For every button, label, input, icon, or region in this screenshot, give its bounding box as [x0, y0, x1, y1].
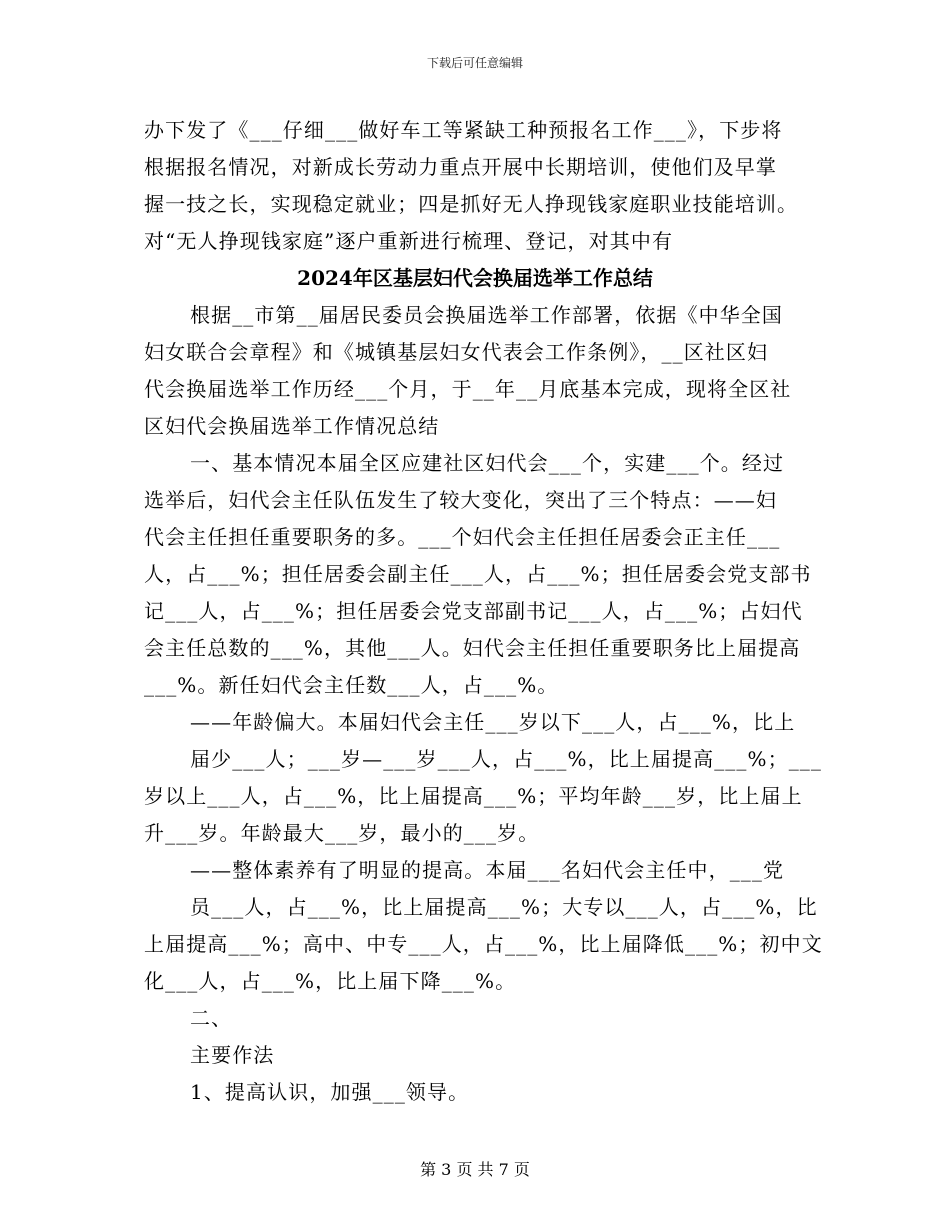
text-line: 主要作法: [190, 1043, 275, 1067]
text-line: 一、基本情况本届全区应建社区妇代会___个，实建___个。经过: [190, 451, 785, 475]
text-line: 升___岁。年龄最大___岁，最小的___岁。: [144, 821, 540, 845]
text-line: ___%。新任妇代会主任数___人，占___%。: [144, 673, 559, 697]
text-line: 根据报名情况，对新成长劳动力重点开展中长期培训，使他们及早掌: [144, 155, 777, 179]
text-line: 会主任总数的___%，其他___人。妇代会主任担任重要职务比上届提高: [144, 636, 801, 660]
text-line: 员___人，占___%，比上届提高___%；大专以___人，占___%，比: [190, 895, 818, 919]
text-line: 对“无人挣现钱家庭”逐户重新进行梳理、登记，对其中有: [144, 229, 674, 253]
text-line: 握一技之长，实现稳定就业；四是抓好无人挣现钱家庭职业技能培训。: [144, 192, 799, 216]
text-line: 1、提高认识，加强___领导。: [190, 1080, 470, 1104]
page-header: 下载后可任意编辑: [426, 56, 523, 70]
text-line: ——年龄偏大。本届妇代会主任___岁以下___人，占___%，比上: [190, 710, 796, 734]
text-line: 化___人，占___%，比上届下降___%。: [144, 969, 517, 993]
document-body: [144, 112, 823, 1111]
text-line: 区妇代会换届选举工作情况总结: [144, 414, 440, 438]
text-line: 二、: [190, 1006, 233, 1030]
page-footer: 第 3 页 共 7 页: [420, 1160, 530, 1179]
text-line: 选举后，妇代会主任队伍发生了较大变化，突出了三个特点：——妇: [144, 488, 777, 512]
text-line: 代会主任担任重要职务的多。___个妇代会主任担任居委会正主任___: [144, 525, 781, 549]
text-line: 代会换届选举工作历经___个月，于__年__月底基本完成，现将全区社: [144, 377, 792, 401]
text-line: 岁以上___人，占___%，比上届提高___%；平均年龄___岁，比上届上: [144, 784, 803, 808]
text-line: 上届提高___%；高中、中专___人，占___%，比上届降低___%；初中文: [144, 932, 823, 956]
paragraph-before-title: [144, 112, 806, 260]
text-line: 届少___人；___岁—___岁___人，占___%，比上届提高___%；___: [190, 747, 823, 771]
text-line: 人，占___%；担任居委会副主任___人，占___%；担任居委会党支部书: [144, 562, 812, 586]
text-line: 根据__市第__届居民委员会换届选举工作部署，依据《中华全国: [190, 303, 783, 327]
document-title: 2024年区基层妇代会换届选举工作总结: [297, 266, 653, 290]
text-line: 妇女联合会章程》和《城镇基层妇女代表会工作条例》，__区社区妇: [144, 340, 769, 364]
text-line: ——整体素养有了明显的提高。本届___名妇代会主任中，___党: [190, 858, 785, 882]
text-line: 记___人，占___%；担任居委会党支部副书记___人，占___%；占妇代: [144, 599, 803, 623]
text-line: 办下发了《___仔细___做好车工等紧缺工种预报名工作___》，下步将: [144, 118, 783, 142]
paragraph-after-title: [144, 297, 823, 1111]
